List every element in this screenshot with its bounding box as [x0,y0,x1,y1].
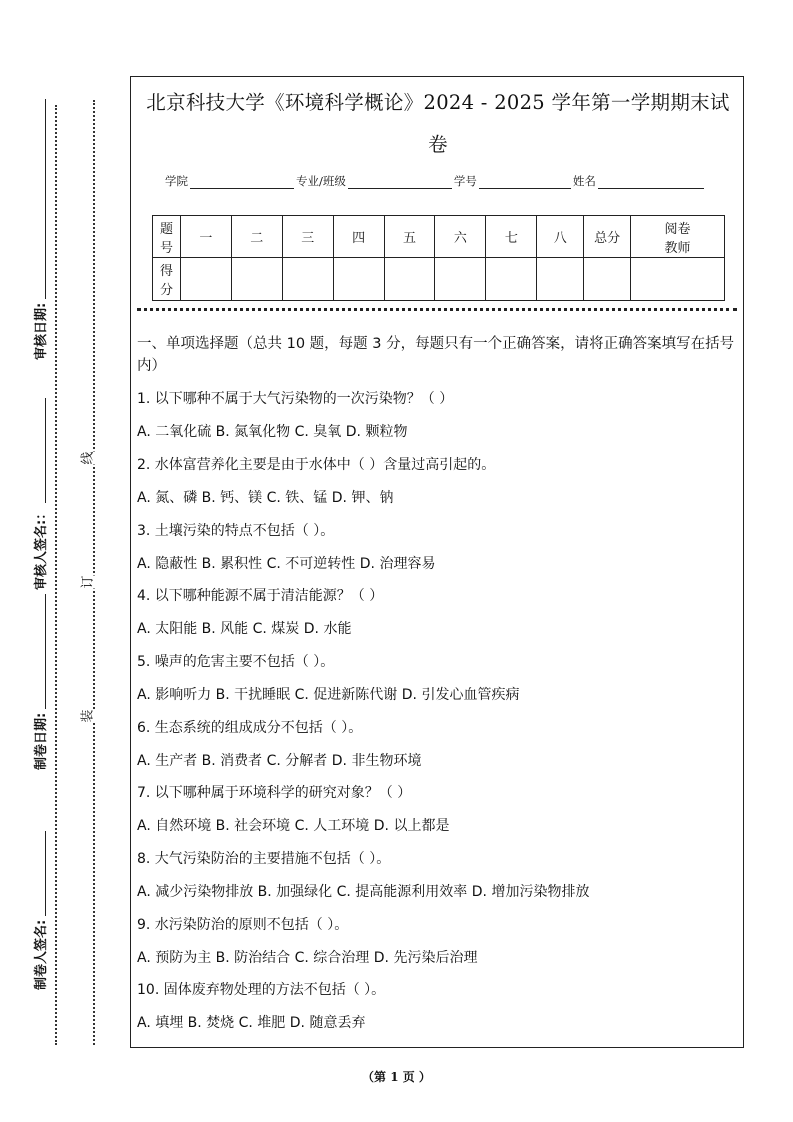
question-3-options: A. 隐蔽性 B. 累积性 C. 不可逆转性 D. 治理容易 [137,556,436,572]
bind-char-line: 线 [80,451,96,465]
question-3: 3. 土壤污染的特点不包括（ ）。 [137,523,335,539]
col-header: 三 [282,216,333,258]
exam-title-line2: 卷 [428,133,448,156]
col-header: 一 [180,216,231,258]
col-header: 七 [486,216,537,258]
question-4-options: A. 太阳能 B. 风能 C. 煤炭 D. 水能 [137,621,352,637]
total-header: 总分 [584,216,631,258]
question-5-options: A. 影响听力 B. 干扰睡眠 C. 促进新陈代谢 D. 引发心血管疾病 [137,687,520,703]
score-cell[interactable] [435,258,486,301]
question-10-options: A. 填埋 B. 焚烧 C. 堆肥 D. 随意丢弃 [137,1015,366,1031]
page-number: （第 1 页 ） [362,1070,431,1084]
question-4: 4. 以下哪种能源不属于清洁能源？（ ） [137,588,384,604]
score-cell[interactable] [486,258,537,301]
student-no-blank[interactable] [479,176,571,189]
score-table-score-row [153,258,725,301]
score-cell[interactable] [180,258,231,301]
question-7-options: A. 自然环境 B. 社会环境 C. 人工环境 D. 以上都是 [137,818,450,834]
score-cell[interactable] [333,258,384,301]
make-date-field: 制卷日期: [30,594,49,770]
col-header: 六 [435,216,486,258]
col-header: 五 [384,216,435,258]
exam-frame [130,76,744,1048]
student-no-label: 学号 [453,174,477,188]
grader-header: 阅卷 教师 [631,216,725,258]
question-1-options: A. 二氧化硫 B. 氮氧化物 C. 臭氧 D. 颗粒物 [137,424,408,440]
question-9: 9. 水污染防治的原则不包括（ ）。 [137,917,349,933]
score-cell[interactable] [537,258,584,301]
question-2: 2. 水体富营养化主要是由于水体中（ ）含量过高引起的。 [137,457,496,473]
score-cell[interactable] [384,258,435,301]
col-header: 四 [333,216,384,258]
student-info-row [165,173,706,189]
question-6-options: A. 生产者 B. 消费者 C. 分解者 D. 非生物环境 [137,753,422,769]
binding-margin [0,0,128,1122]
name-blank[interactable] [598,176,704,189]
col-header: 二 [231,216,282,258]
score-table [152,215,725,301]
separator-dotted-line [137,308,737,311]
question-2-options: A. 氮、磷 B. 钙、镁 C. 铁、锰 D. 钾、钠 [137,490,394,506]
dotted-line-left [55,105,57,1045]
score-table-header-row [153,216,725,258]
college-blank[interactable] [190,176,294,189]
reviewer-sign-field: 审核人签名:： [30,398,49,590]
question-8-options: A. 减少污染物排放 B. 加强绿化 C. 提高能源利用效率 D. 增加污染物排放 [137,884,590,900]
bind-char-staple: 订 [80,575,96,589]
grader-cell[interactable] [631,258,725,301]
exam-title-line1: 北京科技大学《环境科学概论》2024 - 2025 学年第一学期期末试 [146,91,730,114]
college-label: 学院 [165,174,188,188]
question-6: 6. 生态系统的组成成分不包括（ ）。 [137,720,363,736]
question-no-header: 题 号 [153,216,181,258]
question-7: 7. 以下哪种属于环境科学的研究对象？（ ） [137,785,412,801]
maker-sign-field: 制卷人签名: [30,831,49,990]
score-cell[interactable] [231,258,282,301]
major-class-blank[interactable] [348,176,452,189]
question-9-options: A. 预防为主 B. 防治结合 C. 综合治理 D. 先污染后治理 [137,950,478,966]
major-class-label: 专业/班级 [296,174,346,188]
question-8: 8. 大气污染防治的主要措施不包括（ ）。 [137,851,391,867]
name-label: 姓名 [572,174,596,188]
question-1: 1. 以下哪种不属于大气污染物的一次污染物？（ ） [137,391,454,407]
total-score-cell[interactable] [584,258,631,301]
col-header: 八 [537,216,584,258]
review-date-field: 审核日期: [30,99,49,360]
bind-char-bind: 装 [80,709,96,723]
score-row-header: 得 分 [153,258,181,301]
question-5: 5. 噪声的危害主要不包括（ ）。 [137,654,335,670]
score-cell[interactable] [282,258,333,301]
question-10: 10. 固体废弃物处理的方法不包括（ ）。 [137,982,386,998]
dotted-line-right [93,100,95,1045]
section-1-heading: 一、单项选择题（总共 10 题，每题 3 分，每题只有一个正确答案，请将正确答案填写在括号内） [137,336,735,374]
